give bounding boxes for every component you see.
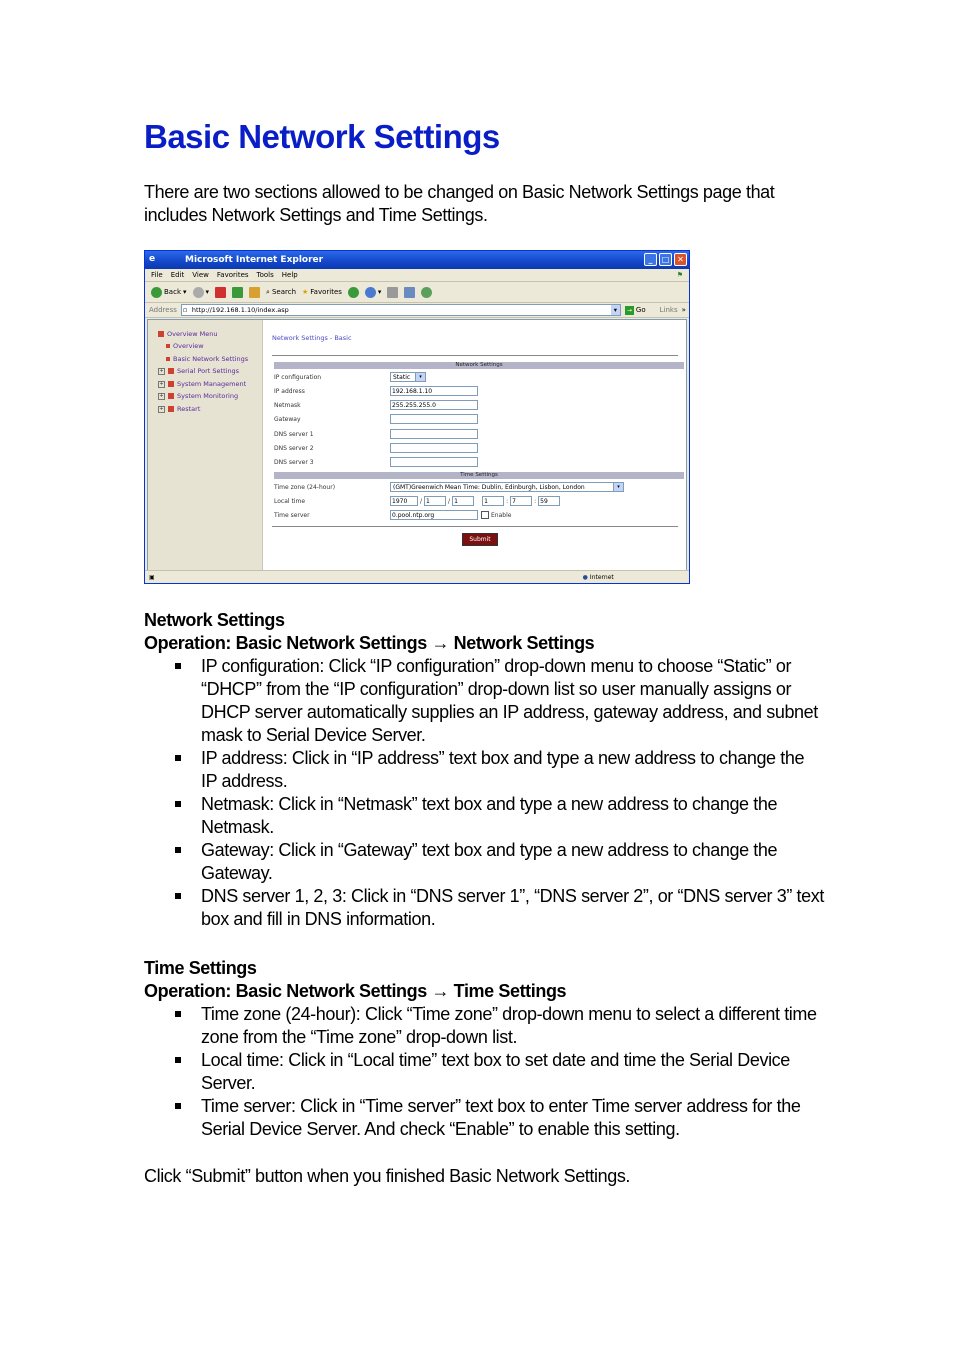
back-arrow-icon (151, 287, 162, 298)
menu-edit[interactable]: Edit (170, 271, 185, 279)
sidebar-item-restart[interactable]: + Restart (159, 405, 201, 413)
sidebar-item-overview-menu[interactable]: Overview Menu (158, 330, 218, 338)
go-arrow-icon: → (626, 306, 632, 314)
internet-zone-icon: ● (582, 573, 588, 581)
timeserver-label: Time server (274, 511, 310, 519)
print-icon (387, 287, 398, 298)
sidebar-item-basic-network[interactable]: Basic Network Settings (166, 355, 248, 363)
home-button[interactable] (249, 287, 260, 298)
page-icon: ▫ (182, 306, 188, 314)
menu-help[interactable]: Help (281, 271, 298, 279)
timezone-select[interactable]: (GMT)Greenwich Mean Time: Dublin, Edinburgh, Lisbon, London ▾ (390, 482, 624, 492)
list-item: Netmask: Click in “Netmask” text box and type a new address to change the Netmask. (144, 793, 824, 839)
forward-arrow-icon (193, 287, 204, 298)
page-status-icon: ▣ (149, 573, 155, 581)
localtime-year-input[interactable]: 1970 (390, 496, 418, 506)
divider (272, 355, 678, 356)
ie-icon: e (149, 254, 156, 264)
localtime-minute-input[interactable]: 7 (510, 496, 532, 506)
gateway-label: Gateway (274, 415, 301, 423)
menu-favorites[interactable]: Favorites (216, 271, 249, 279)
network-heading: Network Settings (144, 610, 285, 630)
folder-icon (168, 406, 174, 412)
refresh-icon (232, 287, 243, 298)
expand-icon[interactable]: + (159, 367, 164, 374)
chevron-down-icon: ▾ (613, 483, 623, 491)
sidebar-item-system-monitoring[interactable]: + System Monitoring (159, 392, 239, 400)
ip-address-input[interactable]: 192.168.1.10 (390, 386, 478, 396)
network-operation: Operation: Basic Network Settings → Network Settings (144, 633, 595, 653)
home-icon (249, 287, 260, 298)
dns1-label: DNS server 1 (274, 430, 314, 438)
time-heading: Time Settings (144, 958, 257, 978)
list-item: IP configuration: Click “IP configuration” drop-down menu to choose “Static” or “DHCP” from the “IP configuration” drop-down list so user manually assigns or DHCP server automatically supplies an IP address, gateway address, and subnet mask to Serial Device Server. (144, 655, 824, 747)
links-button[interactable]: Links (659, 306, 678, 314)
favorites-button[interactable]: ★ Favorites (302, 288, 342, 296)
gateway-input[interactable] (390, 414, 478, 424)
print-button[interactable] (387, 287, 398, 298)
page-title: Basic Network Settings (144, 118, 500, 155)
sidebar-item-overview[interactable]: Overview (166, 342, 204, 350)
windows-logo-icon: ⚑ (676, 271, 683, 279)
enable-label: Enable (491, 511, 512, 519)
star-icon: ★ (302, 288, 309, 296)
status-bar (145, 570, 689, 583)
menu-bar (145, 269, 689, 282)
ip-config-select[interactable]: Static ▾ (390, 372, 426, 382)
address-label: Address (149, 306, 177, 314)
page-content (147, 319, 687, 571)
network-section (144, 609, 824, 931)
window-title: Microsoft Internet Explorer (185, 255, 324, 265)
search-button[interactable]: ⌕ Search (266, 287, 297, 296)
list-item: Time server: Click in “Time server” text box to enter Time server address for the Serial Device Server. And check “Enable” to enable this setting. (144, 1095, 824, 1141)
closing-paragraph: Click “Submit” button when you finished Basic Network Settings. (144, 1166, 631, 1186)
folder-icon (158, 331, 164, 337)
zone-label: Internet (589, 573, 614, 581)
localtime-hour-input[interactable]: 1 (482, 496, 504, 506)
breadcrumb: Network Settings - Basic (272, 334, 352, 342)
chevron-right-icon[interactable]: » (681, 306, 686, 314)
sidebar-menu (148, 320, 263, 570)
forward-button[interactable]: ▾ (193, 287, 210, 298)
maximize-icon[interactable]: □ (659, 253, 672, 266)
edit-icon (404, 287, 415, 298)
timeserver-input[interactable]: 0.pool.ntp.org (390, 510, 478, 520)
address-input[interactable]: ▫ http://192.168.1.10/index.asp ▾ (181, 304, 621, 316)
menu-tools[interactable]: Tools (256, 271, 274, 279)
localtime-second-input[interactable]: 59 (538, 496, 560, 506)
submit-button[interactable]: Submit (462, 533, 498, 546)
history-icon (348, 287, 359, 298)
browser-window (144, 250, 690, 584)
messenger-button[interactable] (421, 287, 432, 298)
page-icon (166, 357, 170, 361)
menu-view[interactable]: View (192, 271, 209, 279)
chevron-down-icon: ▾ (415, 373, 425, 381)
expand-icon[interactable]: + (159, 380, 164, 387)
edit-button[interactable] (404, 287, 415, 298)
ip-address-label: IP address (274, 387, 305, 395)
address-bar (145, 303, 689, 318)
list-item: Time zone (24-hour): Click “Time zone” drop-down menu to select a different time zone from the “Time zone” drop-down list. (144, 1003, 824, 1049)
list-item: Local time: Click in “Local time” text box to set date and time the Serial Device Server. (144, 1049, 824, 1095)
netmask-input[interactable]: 255.255.255.0 (390, 400, 478, 410)
sidebar-item-serial-port[interactable]: + Serial Port Settings (159, 367, 240, 375)
menu-file[interactable]: File (151, 271, 163, 279)
ip-config-label: IP configuration (274, 373, 322, 381)
dns3-label: DNS server 3 (274, 458, 314, 466)
browser-toolbar (145, 282, 689, 303)
address-dropdown-icon[interactable]: ▾ (611, 305, 620, 315)
netmask-label: Netmask (274, 401, 301, 409)
dns3-input[interactable] (390, 457, 478, 467)
close-icon[interactable]: ✕ (674, 253, 687, 266)
folder-icon (168, 381, 174, 387)
back-button[interactable]: Back ▾ (151, 287, 187, 298)
mail-button[interactable]: ▾ (365, 287, 382, 298)
settings-form: Network Settings - Basic Network Settings IP configuration Static ▾ IP address 192.168.1.10 Netmask 255.255.255.0 Gateway DNS server 1 DNS server 2 DNS server 3 Time Settings Time zone (24-hour) (GMT)Greenwich Mean Time: Dublin, Edinburgh, Lisbon, London ▾ Local time 1970 / 1 / 1 1 : 7 : 59 Time server 0.pool.ntp.org Enable Submit (266, 320, 686, 570)
stop-icon (215, 287, 226, 298)
enable-checkbox[interactable] (481, 511, 489, 519)
localtime-label: Local time (274, 497, 306, 505)
time-operation: Operation: Basic Network Settings → Time Settings (144, 981, 567, 1001)
page-icon (166, 344, 170, 348)
mail-icon (365, 287, 376, 298)
timezone-label: Time zone (24-hour) (274, 483, 336, 491)
dns2-label: DNS server 2 (274, 444, 314, 452)
list-item: DNS server 1, 2, 3: Click in “DNS server 1”, “DNS server 2”, or “DNS server 3” text box and fill in DNS information. (144, 885, 824, 931)
intro-paragraph: There are two sections allowed to be changed on Basic Network Settings page that includes Network Settings and Time Settings. (144, 182, 775, 225)
dns2-input[interactable] (390, 443, 478, 453)
stop-button[interactable] (215, 287, 226, 298)
time-section-header: Time Settings (274, 472, 684, 479)
history-button[interactable] (348, 287, 359, 298)
go-button[interactable]: → Go (626, 306, 646, 314)
expand-icon[interactable]: + (159, 405, 164, 412)
search-icon: ⌕ (266, 287, 270, 296)
time-section (144, 957, 824, 1141)
localtime-day-input[interactable]: 1 (452, 496, 474, 506)
messenger-icon (421, 287, 432, 298)
refresh-button[interactable] (232, 287, 243, 298)
minimize-icon[interactable]: _ (644, 253, 657, 266)
window-titlebar (145, 251, 689, 269)
localtime-month-input[interactable]: 1 (424, 496, 446, 506)
divider (272, 526, 678, 527)
sidebar-item-system-management[interactable]: + System Management (159, 380, 247, 388)
list-item: IP address: Click in “IP address” text box and type a new address to change the IP address. (144, 747, 824, 793)
dns1-input[interactable] (390, 429, 478, 439)
list-item: Gateway: Click in “Gateway” text box and type a new address to change the Gateway. (144, 839, 824, 885)
network-section-header: Network Settings (274, 362, 684, 369)
folder-icon (168, 368, 174, 374)
expand-icon[interactable]: + (159, 392, 164, 399)
folder-icon (168, 393, 174, 399)
